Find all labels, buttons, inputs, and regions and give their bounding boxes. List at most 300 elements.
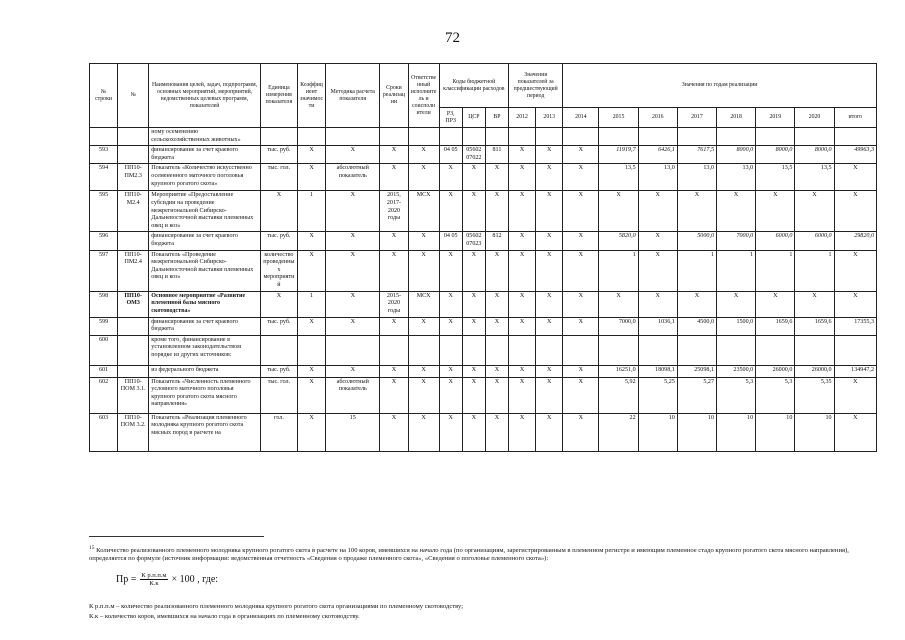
row-name: ному осеменению сельскохозяйственных животных» bbox=[149, 128, 261, 146]
row-year-value: Х bbox=[795, 191, 834, 232]
row-year-value: 22 bbox=[599, 413, 638, 451]
row-year-value: Х bbox=[509, 377, 536, 413]
row-year-value: Х bbox=[536, 164, 563, 191]
row-year-value bbox=[756, 335, 795, 365]
row-vr: Х bbox=[485, 413, 508, 451]
row-year-value: 5,3 bbox=[756, 377, 795, 413]
row-year-value: 13,0 bbox=[717, 164, 756, 191]
row-code bbox=[118, 317, 149, 335]
header-code: № bbox=[118, 64, 149, 128]
header-executor: Ответственный исполнитель и соисполнители bbox=[408, 64, 439, 128]
row-year-value: Х bbox=[509, 191, 536, 232]
row-code bbox=[118, 365, 149, 377]
row-year-value: Х bbox=[717, 291, 756, 317]
header-year: 2017 bbox=[677, 108, 716, 128]
row-method bbox=[326, 335, 380, 365]
row-year-value: 1 bbox=[756, 250, 795, 291]
formula-denominator: К.к bbox=[149, 580, 159, 587]
row-year-value: 13,5 bbox=[756, 164, 795, 191]
row-year-value: Х bbox=[677, 191, 716, 232]
row-total: Х bbox=[834, 250, 876, 291]
row-year-value: Х bbox=[536, 377, 563, 413]
row-year-value: 1036,1 bbox=[638, 317, 677, 335]
row-executor: Х bbox=[408, 317, 439, 335]
table-row bbox=[90, 128, 877, 146]
formula-numerator: К р.п.п.м bbox=[141, 572, 167, 579]
row-year-value: Х bbox=[536, 250, 563, 291]
row-number: 602 bbox=[90, 377, 118, 413]
row-year-value bbox=[536, 128, 563, 146]
row-csr: Х bbox=[462, 377, 485, 413]
row-executor: Х bbox=[408, 232, 439, 250]
row-year-value: Х bbox=[599, 191, 638, 232]
row-method: Х bbox=[326, 365, 380, 377]
row-year-value: 5,25 bbox=[638, 377, 677, 413]
row-year-value: 7000,0 bbox=[599, 317, 638, 335]
definition-2: К.к – количество коров, имевшихся на начало года в организациях по племенному скотоводству. bbox=[89, 613, 360, 620]
row-number bbox=[90, 128, 118, 146]
row-year-value: 1659,6 bbox=[795, 317, 834, 335]
row-year-value: Х bbox=[638, 250, 677, 291]
row-code bbox=[118, 146, 149, 164]
row-name: из федерального бюджета bbox=[149, 365, 261, 377]
row-coef: 1 bbox=[298, 191, 326, 232]
row-year-value: 1 bbox=[717, 250, 756, 291]
row-year-value: Х bbox=[677, 291, 716, 317]
row-year-value bbox=[563, 335, 599, 365]
row-csr: Х bbox=[462, 191, 485, 232]
row-year-value: 8000,0 bbox=[795, 146, 834, 164]
row-year-value: Х bbox=[563, 250, 599, 291]
header-year: 2015 bbox=[599, 108, 638, 128]
row-unit: тыс. руб. bbox=[260, 365, 297, 377]
row-total: 17355,3 bbox=[834, 317, 876, 335]
row-year-value: Х bbox=[563, 377, 599, 413]
row-year-value: Х bbox=[638, 291, 677, 317]
row-csr: Х bbox=[462, 317, 485, 335]
row-code: ПП10-ОМ3 bbox=[118, 291, 149, 317]
row-name: финансирование за счет краевого бюджета bbox=[149, 146, 261, 164]
footnote-mark: 15 bbox=[89, 545, 95, 551]
row-name: Показатель «Количество искусственно осемененного маточного поголовья крупного рогатого скота» bbox=[149, 164, 261, 191]
row-rz: Х bbox=[439, 365, 462, 377]
row-csr: Х bbox=[462, 164, 485, 191]
row-terms: Х bbox=[380, 317, 408, 335]
row-year-value: 16251,0 bbox=[599, 365, 638, 377]
row-year-value: Х bbox=[563, 164, 599, 191]
row-terms bbox=[380, 335, 408, 365]
row-rz: Х bbox=[439, 413, 462, 451]
row-executor bbox=[408, 335, 439, 365]
table-body bbox=[90, 128, 877, 452]
row-year-value: 8000,0 bbox=[717, 146, 756, 164]
row-executor: Х bbox=[408, 164, 439, 191]
table-row bbox=[90, 164, 877, 191]
row-name: Мероприятие «Предоставление субсидии на проведение межрегиональной Сибирско-Дальневосточной выставки племенных овец и коз» bbox=[149, 191, 261, 232]
table-row bbox=[90, 232, 877, 250]
row-year-value: Х bbox=[536, 365, 563, 377]
row-csr: Х bbox=[462, 250, 485, 291]
row-method: Х bbox=[326, 146, 380, 164]
row-year-value: 10 bbox=[756, 413, 795, 451]
row-number: 603 bbox=[90, 413, 118, 451]
row-year-value bbox=[599, 335, 638, 365]
row-year-value: 10 bbox=[795, 413, 834, 451]
row-year-value: Х bbox=[563, 232, 599, 250]
row-vr: Х bbox=[485, 317, 508, 335]
row-year-value: 10 bbox=[677, 413, 716, 451]
row-name: Основное мероприятие «Развитие племенной базы мясного скотоводства» bbox=[149, 291, 261, 317]
row-year-value: Х bbox=[509, 413, 536, 451]
row-executor: МСХ bbox=[408, 191, 439, 232]
row-unit: тыс. гол. bbox=[260, 164, 297, 191]
row-code: ПП10-ПМ2.3 bbox=[118, 164, 149, 191]
row-vr: Х bbox=[485, 191, 508, 232]
row-csr bbox=[462, 335, 485, 365]
row-vr: Х bbox=[485, 250, 508, 291]
row-total bbox=[834, 128, 876, 146]
row-vr: Х bbox=[485, 291, 508, 317]
row-number: 598 bbox=[90, 291, 118, 317]
row-code bbox=[118, 128, 149, 146]
header-year: 2012 bbox=[509, 108, 536, 128]
row-number: 595 bbox=[90, 191, 118, 232]
row-terms: Х bbox=[380, 146, 408, 164]
row-rz: Х bbox=[439, 291, 462, 317]
row-coef: Х bbox=[298, 164, 326, 191]
row-csr bbox=[462, 128, 485, 146]
row-method: Х bbox=[326, 317, 380, 335]
header-rz: РЗ, ПРЗ bbox=[439, 108, 462, 128]
header-year: 2020 bbox=[795, 108, 834, 128]
row-number: 593 bbox=[90, 146, 118, 164]
formula-fraction bbox=[140, 572, 167, 587]
row-coef bbox=[298, 128, 326, 146]
row-year-value bbox=[677, 335, 716, 365]
row-executor: Х bbox=[408, 377, 439, 413]
formula-rhs: × 100 , где: bbox=[171, 574, 219, 585]
header-year: 2018 bbox=[717, 108, 756, 128]
row-total: 29820,0 bbox=[834, 232, 876, 250]
row-year-value: Х bbox=[563, 413, 599, 451]
row-year-value: 6000,0 bbox=[756, 232, 795, 250]
row-year-value: Х bbox=[536, 317, 563, 335]
row-vr bbox=[485, 128, 508, 146]
row-csr: 05602 07023 bbox=[462, 232, 485, 250]
row-coef: Х bbox=[298, 317, 326, 335]
row-year-value: Х bbox=[717, 191, 756, 232]
row-year-value: Х bbox=[599, 291, 638, 317]
header-total: итого bbox=[834, 108, 876, 128]
row-year-value: Х bbox=[536, 191, 563, 232]
row-year-value: 13,0 bbox=[677, 164, 716, 191]
row-unit: гол. bbox=[260, 413, 297, 451]
footnote-text: Количество реализованного племенного молодняка крупного рогатого скота в расчете на 100 коров, имевшихся на начало года (по организациям, зарегистрированным в племенном регистре и имеющим племенное стадо крупного рогатого скота мясного направления), определяется по формуле (источник информации: ведомственная отчетность «Сведения о продаже племенного скота», «Сведения о поголовье племенного скота»): bbox=[89, 547, 849, 563]
row-number: 594 bbox=[90, 164, 118, 191]
row-year-value bbox=[638, 128, 677, 146]
row-year-value: 5000,0 bbox=[677, 232, 716, 250]
page-number: 72 bbox=[445, 30, 460, 46]
row-year-value: Х bbox=[509, 365, 536, 377]
row-terms bbox=[380, 128, 408, 146]
row-year-value bbox=[756, 128, 795, 146]
definition-1: К р.п.п.м – количество реализованного племенного молодняка крупного рогатого скота организациями по племенному скотоводству; bbox=[89, 603, 464, 610]
row-year-value: Х bbox=[536, 146, 563, 164]
row-method: Х bbox=[326, 250, 380, 291]
row-executor: Х bbox=[408, 365, 439, 377]
row-year-value: 6000,0 bbox=[795, 232, 834, 250]
row-terms: 2015, 2017-2020 годы bbox=[380, 191, 408, 232]
row-unit: тыс. руб. bbox=[260, 232, 297, 250]
row-year-value: 10 bbox=[717, 413, 756, 451]
row-rz: Х bbox=[439, 191, 462, 232]
row-unit bbox=[260, 335, 297, 365]
row-year-value: Х bbox=[509, 317, 536, 335]
row-year-value: 10 bbox=[638, 413, 677, 451]
row-year-value: Х bbox=[563, 317, 599, 335]
row-year-value: 4500,0 bbox=[677, 317, 716, 335]
row-csr: Х bbox=[462, 291, 485, 317]
row-rz: Х bbox=[439, 317, 462, 335]
row-year-value bbox=[638, 335, 677, 365]
row-number: 601 bbox=[90, 365, 118, 377]
row-vr bbox=[485, 335, 508, 365]
row-vr: 811 bbox=[485, 146, 508, 164]
row-method: Х bbox=[326, 191, 380, 232]
row-coef: Х bbox=[298, 146, 326, 164]
row-vr: Х bbox=[485, 377, 508, 413]
row-unit: количество проведенных мероприятий bbox=[260, 250, 297, 291]
header-name: Наименования целей, задач, подпрограмм, основных мероприятий, мероприятий, ведомственных целевых программ, показателей bbox=[149, 64, 261, 128]
row-year-value: 6426,1 bbox=[638, 146, 677, 164]
row-vr: 812 bbox=[485, 232, 508, 250]
row-csr: 05602 07022 bbox=[462, 146, 485, 164]
table-header bbox=[90, 64, 877, 128]
row-vr: Х bbox=[485, 365, 508, 377]
row-number: 600 bbox=[90, 335, 118, 365]
row-code bbox=[118, 335, 149, 365]
footnote bbox=[89, 544, 879, 564]
table-row bbox=[90, 317, 877, 335]
row-year-value: 5,92 bbox=[599, 377, 638, 413]
row-coef: Х bbox=[298, 365, 326, 377]
row-rz: 04 05 bbox=[439, 232, 462, 250]
row-year-value: Х bbox=[509, 250, 536, 291]
header-year: 2013 bbox=[536, 108, 563, 128]
row-unit bbox=[260, 128, 297, 146]
header-base-values: Значения показателей за предшествующий период bbox=[509, 64, 563, 108]
row-year-value bbox=[795, 128, 834, 146]
row-csr: Х bbox=[462, 413, 485, 451]
row-year-value bbox=[509, 335, 536, 365]
row-year-value bbox=[677, 128, 716, 146]
row-year-value: Х bbox=[509, 146, 536, 164]
row-unit: Х bbox=[260, 191, 297, 232]
row-year-value: 23500,0 bbox=[717, 365, 756, 377]
row-name: кроме того, финансирование в установленном законодательством порядке из других источников: bbox=[149, 335, 261, 365]
footnote-rule bbox=[89, 536, 264, 537]
row-executor: Х bbox=[408, 413, 439, 451]
row-year-value: Х bbox=[509, 291, 536, 317]
row-year-value: 1 bbox=[599, 250, 638, 291]
row-year-value: Х bbox=[563, 146, 599, 164]
header-year: 2014 bbox=[563, 108, 599, 128]
row-code: ПП10-М2.4 bbox=[118, 191, 149, 232]
row-code: ПП10-ПМ2.4 bbox=[118, 250, 149, 291]
row-year-value: 13,5 bbox=[795, 164, 834, 191]
row-year-value bbox=[717, 335, 756, 365]
row-total: 134947,2 bbox=[834, 365, 876, 377]
row-unit: тыс. руб. bbox=[260, 317, 297, 335]
row-unit: тыс. гол. bbox=[260, 377, 297, 413]
row-coef: Х bbox=[298, 413, 326, 451]
row-number: 599 bbox=[90, 317, 118, 335]
row-year-value bbox=[717, 128, 756, 146]
row-code: ПП10-ПОМ 3.1. bbox=[118, 377, 149, 413]
row-year-value bbox=[563, 128, 599, 146]
table-row bbox=[90, 291, 877, 317]
row-year-value: 7000,0 bbox=[717, 232, 756, 250]
row-year-value: 5,27 bbox=[677, 377, 716, 413]
row-year-value: Х bbox=[509, 164, 536, 191]
row-method: 15 bbox=[326, 413, 380, 451]
table-row bbox=[90, 250, 877, 291]
table-row bbox=[90, 335, 877, 365]
row-total: Х bbox=[834, 164, 876, 191]
row-name: финансирование за счет краевого бюджета bbox=[149, 317, 261, 335]
row-number: 597 bbox=[90, 250, 118, 291]
row-coef: Х bbox=[298, 232, 326, 250]
header-year-values: Значения по годам реализации bbox=[563, 64, 877, 108]
header-coef: Коэффициент значимости bbox=[298, 64, 326, 128]
row-rz: Х bbox=[439, 164, 462, 191]
row-rz bbox=[439, 335, 462, 365]
row-total: 49963,3 bbox=[834, 146, 876, 164]
header-method: Методика расчета показателя bbox=[326, 64, 380, 128]
row-year-value: Х bbox=[638, 191, 677, 232]
row-coef: 1 bbox=[298, 291, 326, 317]
row-rz: Х bbox=[439, 250, 462, 291]
row-year-value: 11919,7 bbox=[599, 146, 638, 164]
row-name: Показатель «Проведение межрегиональной Сибирско-Дальневосточной выставки племенных овец и коз» bbox=[149, 250, 261, 291]
row-year-value: 13,0 bbox=[638, 164, 677, 191]
row-year-value: 5,3 bbox=[717, 377, 756, 413]
formula bbox=[116, 572, 218, 587]
row-year-value: Х bbox=[638, 232, 677, 250]
row-rz: Х bbox=[439, 377, 462, 413]
header-terms: Сроки реализации bbox=[380, 64, 408, 128]
row-vr: Х bbox=[485, 164, 508, 191]
row-executor: МСХ bbox=[408, 291, 439, 317]
header-year: 2019 bbox=[756, 108, 795, 128]
table-row bbox=[90, 413, 877, 451]
row-terms: Х bbox=[380, 413, 408, 451]
row-name: Показатель «Численность племенного условного маточного поголовья крупного рогатого скота мясного направления» bbox=[149, 377, 261, 413]
row-terms: Х bbox=[380, 365, 408, 377]
row-executor: Х bbox=[408, 146, 439, 164]
row-total: Х bbox=[834, 191, 876, 232]
row-method: абсолютный показатель bbox=[326, 377, 380, 413]
row-code bbox=[118, 232, 149, 250]
row-year-value: 7617,5 bbox=[677, 146, 716, 164]
row-code: ПП10-ПОМ 3.2. bbox=[118, 413, 149, 451]
row-terms: Х bbox=[380, 164, 408, 191]
header-budget-codes: Коды бюджетной классификации расходов bbox=[439, 64, 508, 108]
row-method bbox=[326, 128, 380, 146]
row-year-value: 8000,0 bbox=[756, 146, 795, 164]
program-table bbox=[89, 63, 877, 452]
header-row-no: № строки bbox=[90, 64, 118, 128]
row-year-value: Х bbox=[536, 232, 563, 250]
row-year-value bbox=[599, 128, 638, 146]
row-year-value: Х bbox=[536, 291, 563, 317]
row-executor: Х bbox=[408, 250, 439, 291]
row-csr: Х bbox=[462, 365, 485, 377]
row-year-value: 1659,6 bbox=[756, 317, 795, 335]
row-total: Х bbox=[834, 377, 876, 413]
row-year-value: 18098,1 bbox=[638, 365, 677, 377]
header-unit: Единица измерения показателя bbox=[260, 64, 297, 128]
row-terms: Х bbox=[380, 377, 408, 413]
row-year-value: 1 bbox=[795, 250, 834, 291]
table-row bbox=[90, 191, 877, 232]
row-method: Х bbox=[326, 291, 380, 317]
formula-lhs: Пр = bbox=[116, 574, 137, 585]
row-method: абсолютный показатель bbox=[326, 164, 380, 191]
header-csr: ЦСР bbox=[462, 108, 485, 128]
row-total: Х bbox=[834, 413, 876, 451]
row-name: Показатель «Реализация племенного молодняка крупного рогатого скота мясных пород в расчете на bbox=[149, 413, 261, 451]
row-year-value: 25098,1 bbox=[677, 365, 716, 377]
row-year-value: 26000,0 bbox=[795, 365, 834, 377]
row-year-value bbox=[795, 335, 834, 365]
row-total bbox=[834, 335, 876, 365]
row-total: Х bbox=[834, 291, 876, 317]
row-rz: 04 05 bbox=[439, 146, 462, 164]
table-row bbox=[90, 377, 877, 413]
row-coef bbox=[298, 335, 326, 365]
row-rz bbox=[439, 128, 462, 146]
row-executor bbox=[408, 128, 439, 146]
row-terms: Х bbox=[380, 232, 408, 250]
row-year-value bbox=[509, 128, 536, 146]
row-number: 596 bbox=[90, 232, 118, 250]
row-unit: Х bbox=[260, 291, 297, 317]
table-row bbox=[90, 365, 877, 377]
row-year-value: 13,5 bbox=[599, 164, 638, 191]
row-name: финансирование за счет краевого бюджета bbox=[149, 232, 261, 250]
row-year-value: Х bbox=[563, 365, 599, 377]
row-year-value: 5820,0 bbox=[599, 232, 638, 250]
row-year-value bbox=[536, 335, 563, 365]
row-method: Х bbox=[326, 232, 380, 250]
row-coef: Х bbox=[298, 250, 326, 291]
row-coef: Х bbox=[298, 377, 326, 413]
row-year-value: Х bbox=[756, 291, 795, 317]
header-vr: ВР bbox=[485, 108, 508, 128]
row-year-value: Х bbox=[563, 191, 599, 232]
row-unit: тыс. руб. bbox=[260, 146, 297, 164]
table-row bbox=[90, 146, 877, 164]
header-year: 2016 bbox=[638, 108, 677, 128]
row-year-value: Х bbox=[563, 291, 599, 317]
row-year-value: Х bbox=[795, 291, 834, 317]
row-terms: 2015-2020 годы bbox=[380, 291, 408, 317]
row-year-value: 1 bbox=[677, 250, 716, 291]
row-year-value: Х bbox=[756, 191, 795, 232]
row-year-value: Х bbox=[509, 232, 536, 250]
row-year-value: Х bbox=[536, 413, 563, 451]
